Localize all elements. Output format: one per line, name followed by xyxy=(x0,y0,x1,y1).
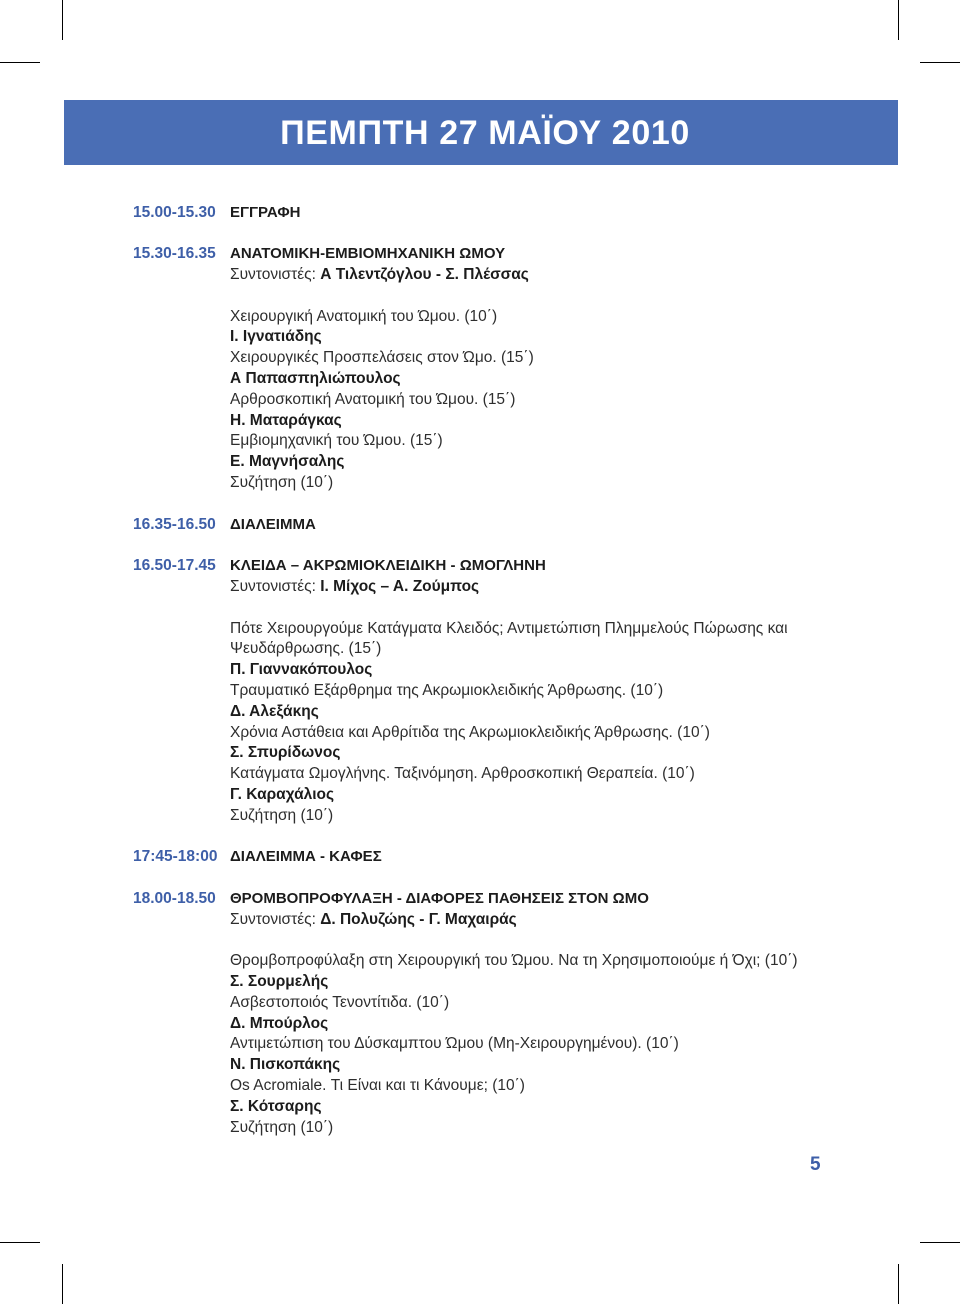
talk-speaker: Α Παπασπηλιώπουλος xyxy=(230,369,401,387)
talk-item xyxy=(230,681,850,723)
talk-item xyxy=(230,951,850,993)
talk-item xyxy=(230,723,850,765)
session-time: 15.00-15.30 xyxy=(133,203,216,221)
coordinators-line xyxy=(230,910,850,931)
coordinators-label: Συντονιστές: xyxy=(230,910,316,928)
session-break xyxy=(133,515,850,536)
session-registration xyxy=(133,203,850,224)
talk-speaker: Δ. Μπούρλος xyxy=(230,1014,329,1032)
coordinators-names: Α Τιλεντζόγλου - Σ. Πλέσσας xyxy=(320,265,529,283)
session-body xyxy=(230,556,850,826)
session-time: 16.50-17.45 xyxy=(133,557,216,575)
coordinators-names: Ι. Μίχος – Α. Ζούμπος xyxy=(320,577,480,595)
session-title: ΚΛΕΙΔΑ – ΑΚΡΩΜΙΟΚΛΕΙΔΙΚΗ - ΩΜΟΓΛΗΝΗ xyxy=(230,557,546,575)
crop-mark-bottom-right-vertical xyxy=(898,1264,899,1304)
talk-title: Χειρουργική Ανατομική του Ώμου. (10΄) xyxy=(230,307,498,325)
page-number: 5 xyxy=(810,1154,821,1175)
session-body xyxy=(230,244,850,494)
session-clavicle xyxy=(133,556,850,826)
talk-item xyxy=(230,993,850,1035)
crop-mark-bottom-left-vertical xyxy=(62,1264,63,1304)
day-title: ΠΕΜΠΤΗ 27 ΜΑΪΟΥ 2010 xyxy=(280,113,690,152)
talk-item xyxy=(230,1076,850,1118)
session-time: 17:45-18:00 xyxy=(133,848,218,866)
talk-speaker: Σ. Σπυρίδωνος xyxy=(230,744,341,762)
talk-title: Os Acromiale. Τι Είναι και τι Κάνουμε; (10΄) xyxy=(230,1077,525,1095)
session-time: 15.30-16.35 xyxy=(133,245,216,263)
program-schedule xyxy=(133,203,850,1160)
session-title: ΕΓΓΡΑΦΗ xyxy=(230,203,301,221)
talk-speaker: Σ. Κότσαρης xyxy=(230,1097,322,1115)
coordinators-names: Δ. Πολυζώης - Γ. Μαχαιράς xyxy=(320,910,517,928)
day-header-band xyxy=(64,100,898,165)
talk-speaker: Σ. Σουρμελής xyxy=(230,973,329,991)
talk-speaker: Ι. Ιγνατιάδης xyxy=(230,328,322,346)
coordinators-line xyxy=(230,265,850,286)
session-body xyxy=(230,847,850,868)
talk-title: Χρόνια Αστάθεια και Αρθρίτιδα της Ακρωμιοκλειδικής Άρθρωσης. (10΄) xyxy=(230,723,710,741)
talk-item xyxy=(230,390,850,432)
discussion-item: Συζήτηση (10΄) xyxy=(230,806,334,824)
session-thromboprophylaxis xyxy=(133,889,850,1139)
talk-item xyxy=(230,619,850,681)
session-body xyxy=(230,889,850,1139)
session-coffee-break xyxy=(133,847,850,868)
talk-speaker: Π. Γιαννακόπουλος xyxy=(230,661,373,679)
session-body xyxy=(230,515,850,536)
discussion-item: Συζήτηση (10΄) xyxy=(230,1118,334,1136)
talk-title: Τραυματικό Εξάρθρημα της Ακρωμιοκλειδικής Άρθρωσης. (10΄) xyxy=(230,681,664,699)
talk-title: Χειρουργικές Προσπελάσεις στον Ώμο. (15΄) xyxy=(230,349,534,367)
talk-item xyxy=(230,764,850,806)
coordinators-line xyxy=(230,577,850,598)
talk-item xyxy=(230,1034,850,1076)
talk-speaker: Ε. Μαγνήσαλης xyxy=(230,453,345,471)
coordinators-label: Συντονιστές: xyxy=(230,577,316,595)
discussion-item: Συζήτηση (10΄) xyxy=(230,473,334,491)
crop-mark-top-left-horizontal xyxy=(0,62,40,63)
coordinators-label: Συντονιστές: xyxy=(230,265,316,283)
talk-speaker: Δ. Αλεξάκης xyxy=(230,702,319,720)
session-time: 18.00-18.50 xyxy=(133,889,216,907)
talk-title: Πότε Χειρουργούμε Κατάγματα Κλειδός; Αντιμετώπιση Πλημμελούς Πώρωσης και Ψευδάρθρωσης. (15΄) xyxy=(230,619,788,658)
session-title: ΔΙΑΛΕΙΜΜΑ xyxy=(230,515,316,533)
talk-list xyxy=(230,619,850,827)
crop-mark-top-right-vertical xyxy=(898,0,899,40)
talk-title: Θρομβοπροφύλαξη στη Χειρουργική του Ώμου. Να τη Χρησιμοποιούμε ή Όχι; (10΄) xyxy=(230,952,798,970)
session-shoulder-anatomy xyxy=(133,244,850,494)
talk-list xyxy=(230,307,850,494)
crop-mark-top-left-vertical xyxy=(62,0,63,40)
talk-title: Αντιμετώπιση του Δύσκαμπτου Ώμου (Μη-Χειρουργημένου). (10΄) xyxy=(230,1035,679,1053)
talk-item xyxy=(230,307,850,349)
talk-title: Κατάγματα Ωμογλήνης. Ταξινόμηση. Αρθροσκοπική Θεραπεία. (10΄) xyxy=(230,765,695,783)
talk-speaker: Γ. Καραχάλιος xyxy=(230,785,335,803)
session-time: 16.35-16.50 xyxy=(133,515,216,533)
talk-title: Εμβιομηχανική του Ώμου. (15΄) xyxy=(230,432,443,450)
talk-speaker: Η. Ματαράγκας xyxy=(230,411,342,429)
crop-mark-bottom-right-horizontal xyxy=(920,1242,960,1243)
crop-mark-bottom-left-horizontal xyxy=(0,1242,40,1243)
session-title: ΑΝΑΤΟΜΙΚΗ-ΕΜΒΙΟΜΗΧΑΝΙΚΗ ΩΜΟΥ xyxy=(230,245,506,263)
talk-item xyxy=(230,431,850,473)
session-title: ΔΙΑΛΕΙΜΜΑ - ΚΑΦΕΣ xyxy=(230,848,382,866)
session-title: ΘΡΟΜΒΟΠΡΟΦΥΛΑΞΗ - ΔΙΑΦΟΡΕΣ ΠΑΘΗΣΕΙΣ ΣΤΟΝ ΩΜΟ xyxy=(230,889,649,907)
talk-title: Αρθροσκοπική Ανατομική του Ώμου. (15΄) xyxy=(230,390,516,408)
talk-speaker: Ν. Πισκοπάκης xyxy=(230,1056,341,1074)
talk-item xyxy=(230,348,850,390)
session-body xyxy=(230,203,850,224)
talk-title: Ασβεστοποιός Τενοντίτιδα. (10΄) xyxy=(230,993,450,1011)
crop-mark-top-right-horizontal xyxy=(920,62,960,63)
talk-list xyxy=(230,951,850,1138)
